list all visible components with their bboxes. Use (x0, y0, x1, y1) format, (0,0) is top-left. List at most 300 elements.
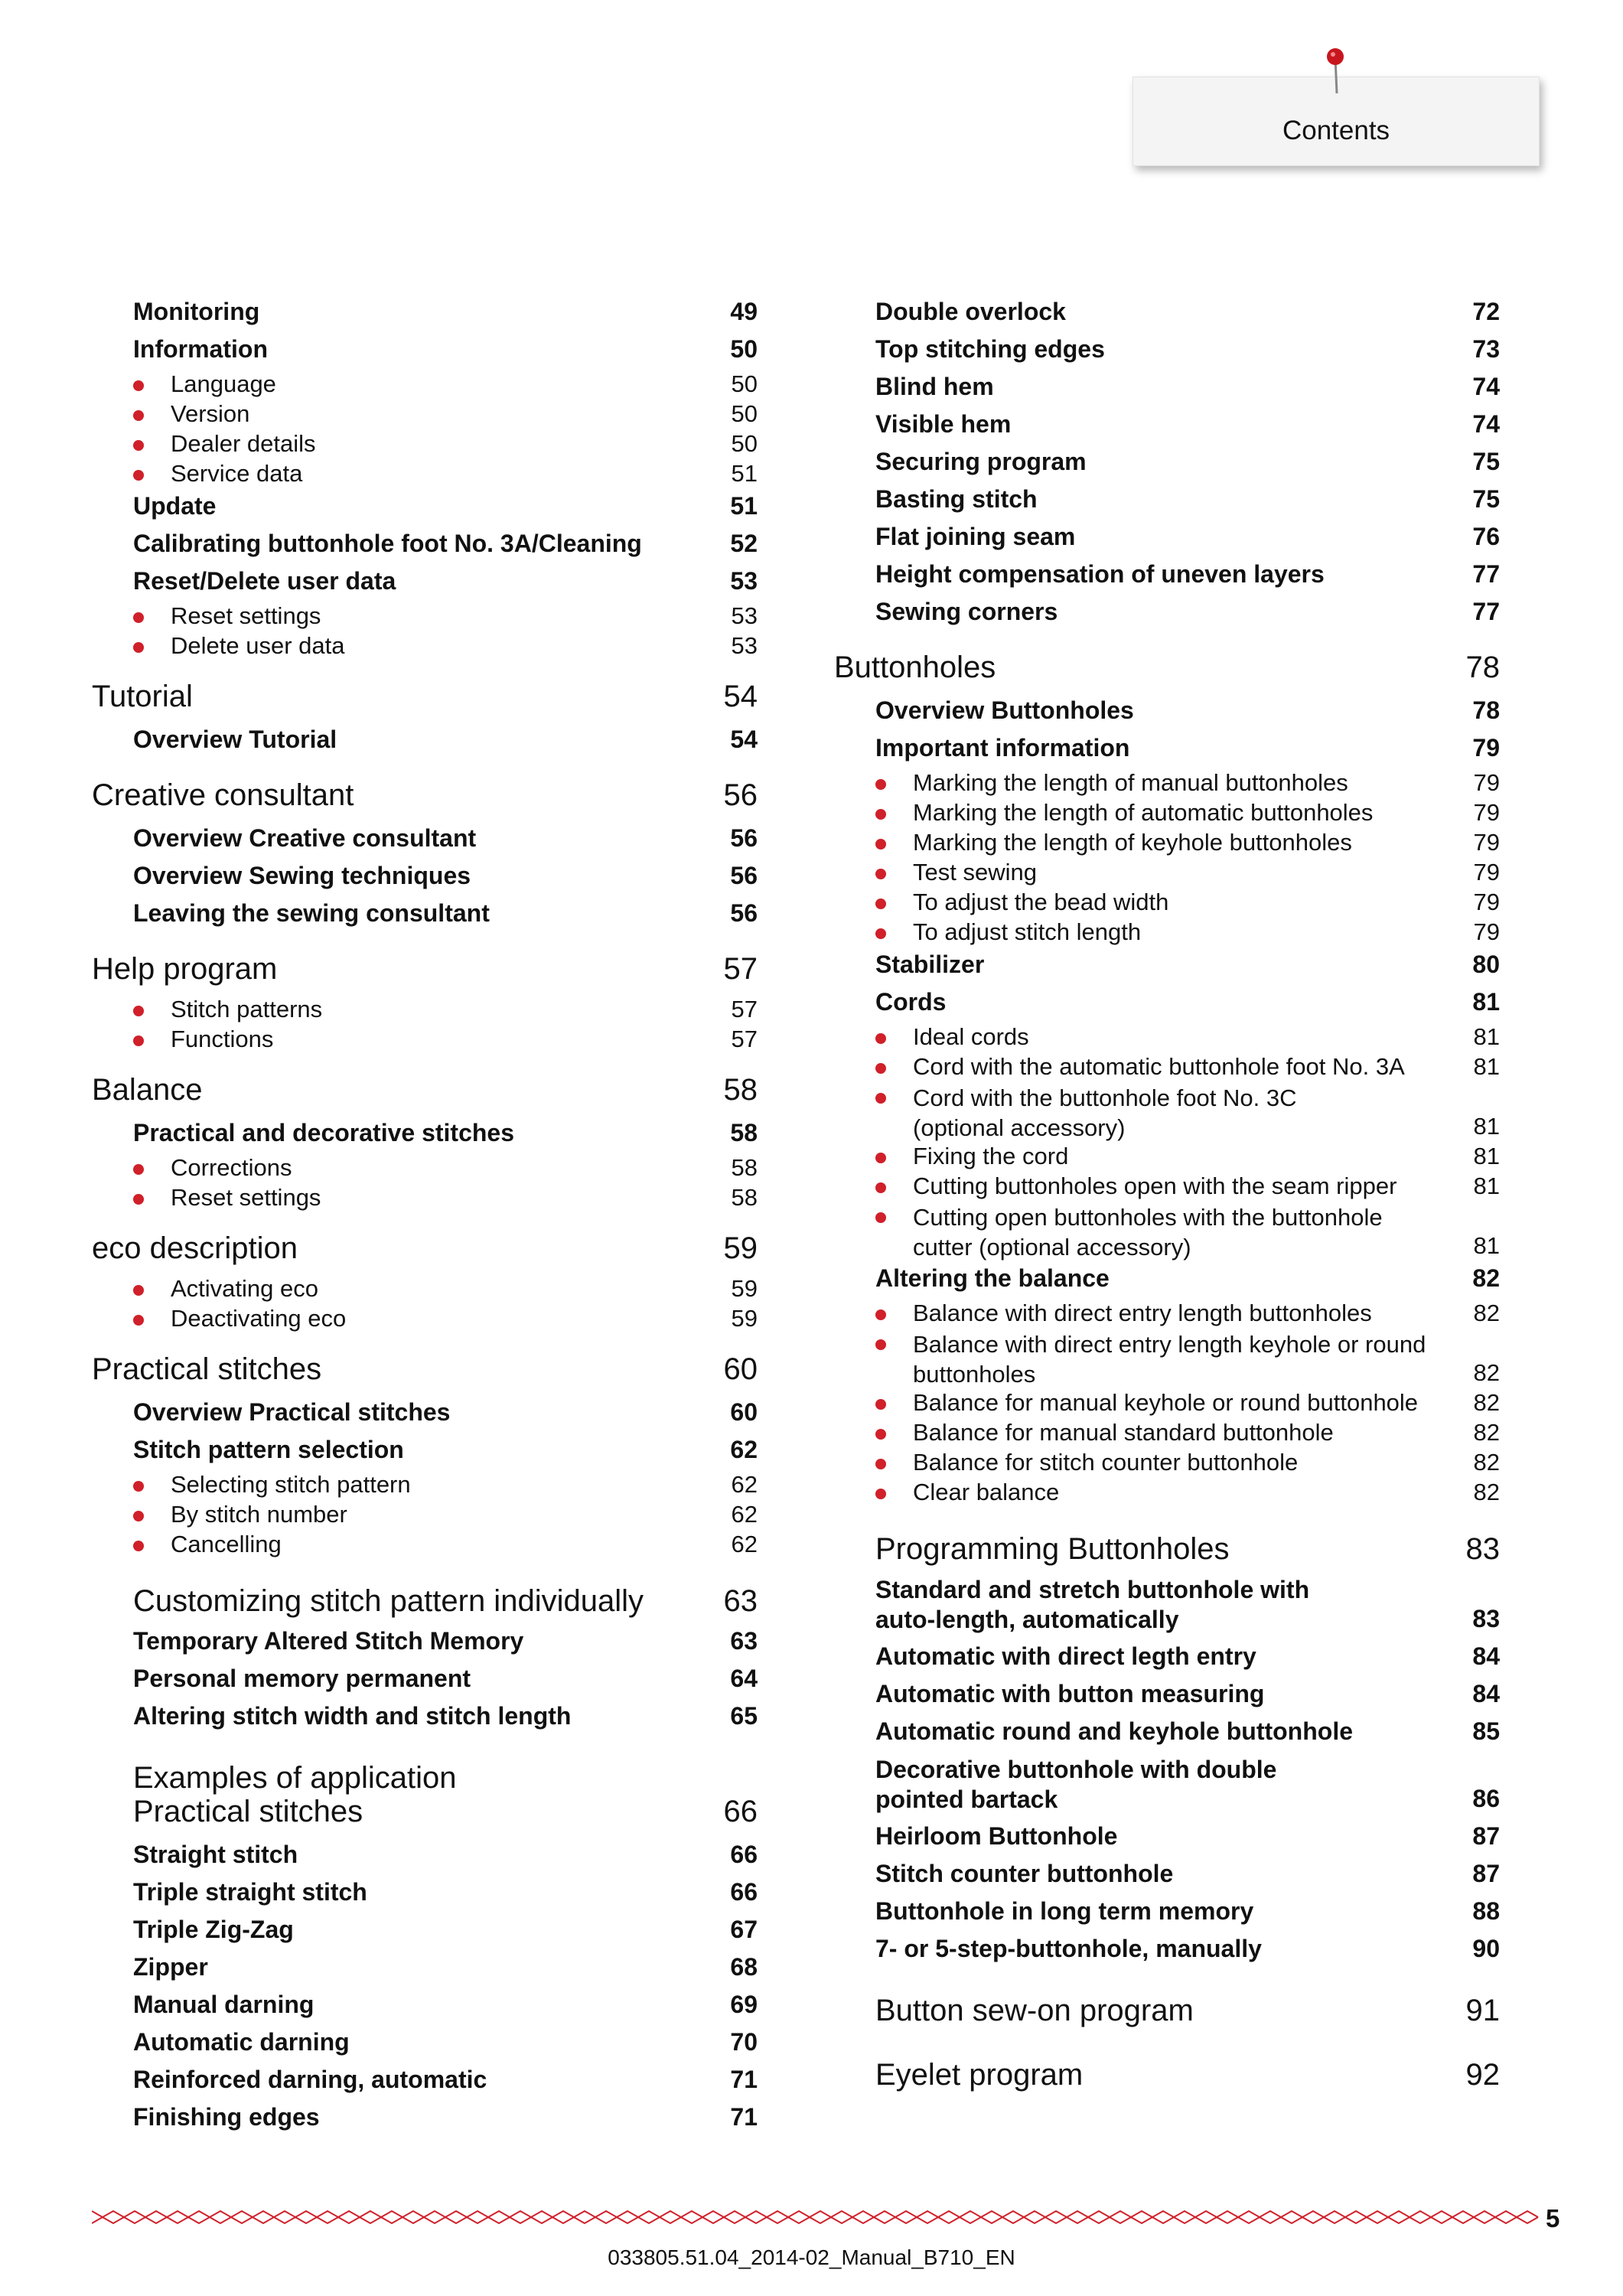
toc-entry-title: Service data (171, 460, 303, 487)
toc-entry (834, 407, 1500, 445)
toc-entry-page: 56 (730, 862, 758, 889)
toc-entry-page: 63 (730, 1627, 758, 1655)
toc-entry-title: Marking the length of keyhole buttonholes (913, 829, 1352, 856)
toc-entry-page: 64 (730, 1665, 758, 1692)
toc-entry (92, 771, 758, 821)
toc-entry (834, 1388, 1500, 1418)
toc-entry-page: 54 (730, 726, 758, 753)
toc-left-column (92, 295, 758, 2138)
toc-entry-title: Information (133, 335, 268, 363)
toc-entry-title: Cutting open buttonholes with the buttonhole cutter (optional accessory) (913, 1204, 1383, 1261)
toc-entry-title: Marking the length of automatic buttonholes (913, 799, 1374, 826)
toc-entry-title: Automatic with button measuring (875, 1680, 1265, 1707)
toc-entry-page: 70 (730, 2028, 758, 2056)
toc-entry (92, 1577, 758, 1624)
toc-entry-title: Overview Sewing techniques (133, 862, 471, 889)
bullet-icon (133, 1285, 144, 1296)
toc-entry (92, 995, 758, 1025)
toc-entry (834, 1572, 1500, 1639)
bullet-icon (133, 1194, 144, 1205)
bullet-icon (875, 928, 886, 939)
toc-entry-page: 57 (731, 996, 758, 1022)
toc-entry-page: 50 (731, 370, 758, 397)
toc-entry (92, 527, 758, 564)
toc-entry-title: Straight stitch (133, 1841, 298, 1868)
toc-entry-page: 79 (1472, 734, 1500, 762)
toc-entry-page: 77 (1472, 598, 1500, 625)
toc-entry (834, 1329, 1500, 1388)
toc-entry (92, 429, 758, 459)
toc-entry-page: 56 (723, 778, 758, 812)
toc-entry-page: 79 (1473, 829, 1500, 856)
toc-entry (834, 768, 1500, 798)
toc-entry (834, 643, 1500, 693)
toc-entry (92, 400, 758, 429)
toc-entry-page: 75 (1472, 485, 1500, 513)
bullet-icon (875, 869, 886, 879)
toc-entry (834, 1299, 1500, 1329)
toc-entry (92, 370, 758, 400)
toc-entry-page: 87 (1472, 1822, 1500, 1850)
toc-entry-title: Dealer details (171, 430, 316, 457)
toc-entry-title: Standard and stretch buttonhole with auto-length, automatically (875, 1576, 1310, 1633)
toc-entry-page: 79 (1473, 889, 1500, 915)
toc-entry-title: Marking the length of manual buttonholes (913, 769, 1348, 796)
toc-entry (92, 896, 758, 934)
toc-entry-title: Update (133, 492, 217, 520)
bullet-icon (875, 809, 886, 820)
toc-entry-title: Top stitching edges (875, 335, 1105, 363)
toc-entry (834, 557, 1500, 595)
toc-entry-title: Personal memory permanent (133, 1665, 471, 1692)
toc-entry-title: Triple straight stitch (133, 1878, 367, 1906)
toc-entry-title: Delete user data (171, 632, 345, 659)
toc-entry-title: Manual darning (133, 1991, 314, 2018)
toc-entry (92, 672, 758, 722)
toc-entry (92, 1025, 758, 1055)
toc-entry (834, 1752, 1500, 1819)
toc-entry-title: To adjust stitch length (913, 918, 1142, 945)
toc-entry (92, 1530, 758, 1560)
toc-entry-page: 82 (1473, 1359, 1500, 1386)
toc-entry-title: Reset/Delete user data (133, 567, 396, 595)
toc-entry-title: Practical and decorative stitches (133, 1119, 514, 1146)
toc-entry-page: 60 (723, 1352, 758, 1386)
toc-entry-title: Zipper (133, 1953, 208, 1981)
toc-entry-title: Cutting buttonholes open with the seam ripper (913, 1172, 1397, 1199)
toc-entry (834, 858, 1500, 888)
toc-entry-page: 57 (723, 952, 758, 986)
toc-entry-page: 86 (1472, 1785, 1500, 1812)
toc-entry (834, 1857, 1500, 1894)
bullet-icon (875, 1093, 886, 1104)
toc-entry-title: Balance for manual standard buttonhole (913, 1419, 1334, 1446)
toc-entry-page: 50 (731, 430, 758, 457)
toc-entry-title: Clear balance (913, 1479, 1060, 1505)
toc-entry-page: 60 (730, 1398, 758, 1426)
toc-entry (92, 1950, 758, 1988)
toc-entry (834, 1261, 1500, 1299)
toc-entry-title: Button sew-on program (875, 1994, 1194, 2027)
toc-entry (92, 1065, 758, 1116)
bullet-icon (875, 1033, 886, 1044)
toc-entry (834, 1677, 1500, 1714)
toc-entry-page: 62 (731, 1501, 758, 1528)
toc-right-column (834, 295, 1500, 2098)
toc-entry (92, 722, 758, 760)
toc-entry-title: Important information (875, 734, 1130, 762)
toc-entry-page: 50 (730, 335, 758, 363)
bullet-icon (875, 1339, 886, 1350)
toc-entry (834, 828, 1500, 858)
toc-entry-title: Stitch patterns (171, 996, 323, 1022)
toc-entry (92, 1304, 758, 1334)
toc-entry-title: Height compensation of uneven layers (875, 560, 1325, 588)
toc-entry-page: 80 (1472, 951, 1500, 978)
toc-entry (834, 1142, 1500, 1172)
toc-entry-title: To adjust the bead width (913, 889, 1169, 915)
toc-entry (834, 985, 1500, 1022)
toc-entry-page: 87 (1472, 1860, 1500, 1887)
toc-entry-title: Heirloom Buttonhole (875, 1822, 1118, 1850)
toc-entry-page: 52 (730, 530, 758, 557)
toc-entry-title: Help program (92, 952, 278, 986)
toc-entry (834, 1022, 1500, 1052)
toc-entry-title: Visible hem (875, 410, 1012, 438)
toc-entry (92, 1699, 758, 1737)
bullet-icon (133, 1164, 144, 1175)
toc-entry (92, 944, 758, 995)
bullet-icon (875, 1489, 886, 1499)
toc-entry-title: Triple Zig-Zag (133, 1916, 294, 1943)
toc-entry-page: 62 (730, 1436, 758, 1463)
toc-entry-title: Deactivating eco (171, 1305, 347, 1332)
toc-entry (92, 1183, 758, 1213)
toc-entry (834, 445, 1500, 482)
toc-entry-title: Blind hem (875, 373, 994, 400)
toc-entry-title: Creative consultant (92, 778, 354, 812)
toc-entry (834, 1202, 1500, 1261)
toc-entry (92, 631, 758, 661)
toc-entry-page: 82 (1473, 1479, 1500, 1505)
toc-entry-page: 75 (1472, 448, 1500, 475)
toc-entry-page: 58 (731, 1184, 758, 1211)
toc-entry-title: Monitoring (133, 298, 260, 325)
toc-entry-page: 81 (1473, 1023, 1500, 1050)
toc-entry (92, 2025, 758, 2063)
toc-entry (92, 1988, 758, 2025)
toc-entry-page: 82 (1473, 1419, 1500, 1446)
toc-entry-page: 51 (730, 492, 758, 520)
toc-entry (834, 1894, 1500, 1932)
toc-entry (92, 1274, 758, 1304)
toc-entry-title: Tutorial (92, 680, 193, 713)
toc-entry-title: Activating eco (171, 1275, 318, 1302)
toc-entry (834, 918, 1500, 947)
toc-entry-title: Temporary Altered Stitch Memory (133, 1627, 524, 1655)
toc-entry-page: 79 (1473, 859, 1500, 885)
toc-entry-title: Securing program (875, 448, 1087, 475)
toc-entry-title: Reinforced darning, automatic (133, 2066, 487, 2093)
toc-entry-page: 56 (730, 899, 758, 927)
toc-entry (92, 1838, 758, 1875)
toc-entry-page: 53 (731, 632, 758, 659)
toc-entry-page: 68 (730, 1953, 758, 1981)
toc-entry-title: Altering stitch width and stitch length (133, 1702, 572, 1730)
toc-entry (834, 520, 1500, 557)
toc-entry-page: 59 (723, 1231, 758, 1265)
toc-entry-title: Stitch pattern selection (133, 1436, 404, 1463)
bullet-icon (875, 1063, 886, 1074)
toc-entry-title: Sewing corners (875, 598, 1058, 625)
bullet-icon (133, 1511, 144, 1521)
toc-entry-page: 82 (1473, 1449, 1500, 1476)
toc-entry-title: Buttonholes (834, 651, 996, 684)
decorative-stitch-line (92, 2209, 1542, 2226)
toc-entry-title: Test sewing (913, 859, 1037, 885)
toc-entry-title: Balance for manual keyhole or round buttonhole (913, 1389, 1419, 1416)
toc-entry-title: Decorative buttonhole with double pointed bartack (875, 1756, 1277, 1813)
toc-entry-title: Automatic darning (133, 2028, 350, 2056)
toc-entry-page: 84 (1472, 1642, 1500, 1670)
toc-entry (834, 888, 1500, 918)
toc-entry (92, 821, 758, 859)
toc-entry-page: 57 (731, 1026, 758, 1052)
toc-entry-title: Stabilizer (875, 951, 985, 978)
document-code: 033805.51.04_2014-02_Manual_B710_EN (608, 2245, 1015, 2269)
toc-entry (834, 1714, 1500, 1752)
bullet-icon (875, 899, 886, 909)
toc-entry-page: 83 (1472, 1605, 1500, 1632)
toc-entry (92, 1395, 758, 1433)
toc-entry-title: Balance for stitch counter buttonhole (913, 1449, 1299, 1476)
bullet-icon (133, 642, 144, 653)
toc-entry (834, 2050, 1500, 2098)
toc-entry (834, 295, 1500, 332)
toc-entry-title: Cord with the buttonhole foot No. 3C (optional accessory) (913, 1084, 1297, 1141)
toc-entry-title: Overview Tutorial (133, 726, 337, 753)
toc-entry-page: 81 (1473, 1053, 1500, 1080)
toc-entry-title: Balance with direct entry length keyhole or round buttonholes (913, 1331, 1426, 1388)
bullet-icon (133, 440, 144, 451)
toc-entry-page: 73 (1472, 335, 1500, 363)
section-tab-label: Contents (1282, 116, 1390, 145)
toc-entry (92, 332, 758, 370)
toc-entry-title: Examples of application Practical stitches (133, 1761, 457, 1828)
bullet-icon (875, 1399, 886, 1410)
toc-entry-title: Reset settings (171, 602, 321, 629)
bullet-icon (875, 1153, 886, 1163)
toc-entry-title: Ideal cords (913, 1023, 1029, 1050)
toc-entry-page: 71 (730, 2103, 758, 2131)
toc-entry (92, 1624, 758, 1662)
toc-entry (92, 1662, 758, 1699)
toc-entry-page: 84 (1472, 1680, 1500, 1707)
toc-entry-title: Cancelling (171, 1531, 282, 1557)
bullet-icon (133, 612, 144, 623)
toc-entry-page: 53 (730, 567, 758, 595)
toc-entry (92, 564, 758, 602)
toc-entry-title: Programming Buttonholes (875, 1532, 1230, 1566)
toc-entry-title: By stitch number (171, 1501, 347, 1528)
toc-entry-page: 82 (1473, 1389, 1500, 1416)
toc-entry-page: 51 (731, 460, 758, 487)
toc-entry-title: Customizing stitch pattern individually (133, 1584, 644, 1618)
bullet-icon (133, 1006, 144, 1016)
toc-entry-page: 81 (1472, 988, 1500, 1016)
toc-entry-page: 71 (730, 2066, 758, 2093)
toc-entry-page: 49 (730, 298, 758, 325)
toc-entry (92, 459, 758, 489)
toc-entry (92, 1224, 758, 1274)
toc-entry (92, 2100, 758, 2138)
toc-entry (834, 332, 1500, 370)
bullet-icon (875, 1459, 886, 1469)
toc-entry (834, 1082, 1500, 1142)
toc-entry (834, 370, 1500, 407)
toc-entry-page: 92 (1465, 2058, 1500, 2092)
toc-entry-page: 81 (1473, 1232, 1500, 1259)
toc-entry-page: 66 (723, 1795, 758, 1828)
toc-entry (834, 1639, 1500, 1677)
toc-entry (834, 595, 1500, 632)
toc-entry-page: 78 (1472, 696, 1500, 724)
bullet-icon (133, 1035, 144, 1046)
toc-entry-page: 72 (1472, 298, 1500, 325)
bullet-icon (133, 410, 144, 421)
bullet-icon (133, 1541, 144, 1551)
toc-entry-page: 65 (730, 1702, 758, 1730)
toc-entry-title: eco description (92, 1231, 298, 1265)
toc-entry-title: Balance with direct entry length buttonholes (913, 1300, 1372, 1326)
toc-entry (834, 798, 1500, 828)
toc-entry-title: Practical stitches (92, 1352, 322, 1386)
bullet-icon (133, 1481, 144, 1492)
toc-entry-title: Reset settings (171, 1184, 321, 1211)
toc-entry-title: Version (171, 400, 250, 427)
toc-entry-page: 90 (1472, 1935, 1500, 1962)
toc-entry (834, 1172, 1500, 1202)
toc-entry-title: Overview Creative consultant (133, 824, 477, 852)
toc-entry (92, 602, 758, 631)
bullet-icon (875, 1309, 886, 1320)
toc-entry-page: 82 (1472, 1264, 1500, 1292)
toc-entry-page: 62 (731, 1471, 758, 1498)
toc-entry-title: Fixing the cord (913, 1143, 1069, 1169)
toc-entry-title: Altering the balance (875, 1264, 1110, 1292)
toc-entry-page: 81 (1473, 1172, 1500, 1199)
toc-entry-page: 59 (731, 1305, 758, 1332)
toc-entry-page: 79 (1473, 799, 1500, 826)
toc-entry-title: Automatic round and keyhole buttonhole (875, 1717, 1353, 1745)
bullet-icon (133, 470, 144, 481)
toc-entry-title: Language (171, 370, 276, 397)
toc-entry-page: 59 (731, 1275, 758, 1302)
toc-entry (834, 1932, 1500, 1969)
toc-entry-page: 91 (1465, 1994, 1500, 2027)
toc-entry (834, 1478, 1500, 1508)
bullet-icon (875, 779, 886, 790)
toc-entry (834, 482, 1500, 520)
toc-entry-page: 50 (731, 400, 758, 427)
toc-entry-title: Basting stitch (875, 485, 1038, 513)
toc-entry (834, 947, 1500, 985)
toc-entry (92, 1116, 758, 1153)
toc-entry-page: 58 (723, 1073, 758, 1107)
toc-entry-page: 81 (1473, 1113, 1500, 1140)
bullet-icon (875, 1429, 886, 1440)
bullet-icon (875, 1182, 886, 1193)
toc-entry-page: 79 (1473, 918, 1500, 945)
toc-entry (92, 1433, 758, 1470)
toc-entry-title: Balance (92, 1073, 203, 1107)
toc-entry-page: 81 (1473, 1143, 1500, 1169)
toc-entry (92, 859, 758, 896)
toc-entry-title: Stitch counter buttonhole (875, 1860, 1174, 1887)
toc-entry-page: 82 (1473, 1300, 1500, 1326)
toc-entry-page: 88 (1472, 1897, 1500, 1925)
toc-entry (92, 1913, 758, 1950)
toc-entry (834, 1448, 1500, 1478)
bullet-icon (133, 1315, 144, 1326)
bullet-icon (875, 839, 886, 850)
toc-entry-page: 62 (731, 1531, 758, 1557)
toc-entry-title: 7- or 5-step-buttonhole, manually (875, 1935, 1262, 1962)
toc-entry-title: Calibrating buttonhole foot No. 3A/Cleaning (133, 530, 642, 557)
toc-entry (92, 1153, 758, 1183)
toc-entry-title: Leaving the sewing consultant (133, 899, 490, 927)
toc-entry-title: Automatic with direct legth entry (875, 1642, 1256, 1670)
toc-entry (92, 1345, 758, 1395)
toc-entry-page: 77 (1472, 560, 1500, 588)
toc-entry-title: Flat joining seam (875, 523, 1076, 550)
toc-entry (92, 295, 758, 332)
toc-entry-page: 54 (723, 680, 758, 713)
bullet-icon (875, 1212, 886, 1223)
toc-entry (834, 1819, 1500, 1857)
toc-entry (92, 1875, 758, 1913)
toc-entry-page: 79 (1473, 769, 1500, 796)
toc-entry-page: 76 (1472, 523, 1500, 550)
toc-entry-page: 58 (731, 1154, 758, 1181)
toc-entry-title: Functions (171, 1026, 274, 1052)
page-number: 5 (1546, 2204, 1560, 2232)
toc-entry-page: 56 (730, 824, 758, 852)
bullet-icon (133, 380, 144, 391)
toc-entry (834, 1525, 1500, 1572)
toc-entry-page: 78 (1465, 651, 1500, 684)
toc-entry-title: Eyelet program (875, 2058, 1084, 2092)
toc-entry-page: 53 (731, 602, 758, 629)
toc-entry-title: Overview Practical stitches (133, 1398, 451, 1426)
pushpin-icon (1324, 47, 1347, 95)
toc-entry-title: Corrections (171, 1154, 292, 1181)
toc-entry-title: Overview Buttonholes (875, 696, 1134, 724)
toc-entry-page: 66 (730, 1878, 758, 1906)
toc-entry-page: 74 (1472, 410, 1500, 438)
toc-entry-title: Cords (875, 988, 947, 1016)
toc-entry (834, 1418, 1500, 1448)
toc-entry (834, 1986, 1500, 2033)
toc-entry-page: 58 (730, 1119, 758, 1146)
toc-entry-title: Double overlock (875, 298, 1066, 325)
toc-entry-page: 74 (1472, 373, 1500, 400)
toc-entry-title: Cord with the automatic buttonhole foot No. 3A (913, 1053, 1405, 1080)
toc-entry (834, 1052, 1500, 1082)
toc-entry (92, 1753, 758, 1838)
toc-entry-page: 83 (1465, 1532, 1500, 1566)
toc-entry-page: 67 (730, 1916, 758, 1943)
